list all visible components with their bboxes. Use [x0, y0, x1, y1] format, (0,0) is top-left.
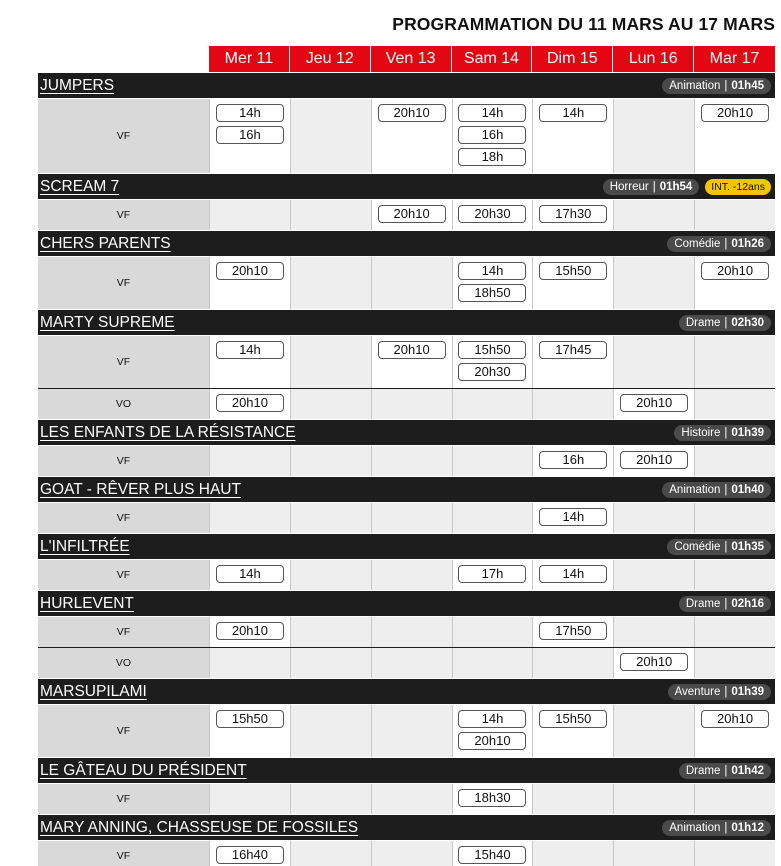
showtime-cell	[290, 336, 371, 388]
showtime-cell	[694, 841, 775, 866]
age-rating-badge: INT. -12ans	[705, 179, 771, 195]
separator: |	[724, 540, 728, 553]
genre-duration-badge	[668, 684, 771, 700]
duration-label: 01h45	[731, 79, 764, 92]
showtime-cell	[452, 257, 533, 309]
showtime-cell	[532, 648, 613, 678]
showtime-button[interactable]: 18h50	[458, 284, 526, 302]
showtime-button[interactable]: 14h	[458, 710, 526, 728]
showtime-button[interactable]: 20h10	[378, 104, 446, 122]
separator: |	[724, 79, 728, 92]
showtime-cell	[371, 446, 452, 476]
showtime-cell	[452, 336, 533, 388]
showtime-cell	[290, 841, 371, 866]
showtime-cell	[371, 257, 452, 309]
showtime-cell	[290, 99, 371, 173]
showtime-cell	[694, 503, 775, 533]
showtime-button[interactable]: 16h	[539, 451, 607, 469]
version-row	[38, 98, 775, 173]
showtime-cell	[452, 389, 533, 419]
showtime-cell	[371, 784, 452, 814]
genre-duration-badge	[662, 820, 771, 836]
showtime-button[interactable]: 14h	[539, 104, 607, 122]
duration-label: 01h54	[659, 180, 693, 193]
version-row	[38, 256, 775, 309]
showtime-button[interactable]: 14h	[458, 104, 526, 122]
showtime-cell	[209, 617, 290, 647]
genre-label: Drame	[685, 597, 721, 610]
showtime-button[interactable]: 20h30	[458, 205, 526, 223]
showtime-cell	[290, 257, 371, 309]
duration-label: 01h12	[731, 821, 764, 834]
showtime-cell	[290, 617, 371, 647]
showtime-button[interactable]: 20h10	[216, 262, 284, 280]
showtime-button[interactable]: 20h10	[378, 341, 446, 359]
showtime-cell	[613, 446, 694, 476]
showtime-cell	[694, 560, 775, 590]
genre-label: Drame	[685, 764, 721, 777]
film-title[interactable]: MARY ANNING, CHASSEUSE DE FOSSILES	[40, 818, 359, 836]
showtime-cell	[452, 99, 533, 173]
film-title[interactable]: LE GÂTEAU DU PRÉSIDENT	[40, 761, 247, 779]
showtime-cell	[209, 648, 290, 678]
separator: |	[724, 685, 728, 698]
separator: |	[724, 483, 728, 496]
showtime-button[interactable]: 20h10	[378, 205, 446, 223]
showtime-button[interactable]: 20h10	[701, 104, 769, 122]
separator: |	[724, 426, 728, 439]
version-row	[38, 616, 775, 647]
film-header	[38, 758, 775, 783]
showtime-cell	[290, 560, 371, 590]
film-title[interactable]: LES ENFANTS DE LA RÉSISTANCE	[40, 423, 296, 441]
showtime-cell	[532, 200, 613, 230]
genre-duration-badge	[603, 179, 700, 195]
version-label: VF	[38, 503, 209, 533]
showtime-cell	[209, 446, 290, 476]
separator: |	[724, 597, 728, 610]
film-block	[38, 476, 775, 533]
film-block	[38, 309, 775, 419]
showtime-cell	[371, 503, 452, 533]
film-block	[38, 590, 775, 678]
page-title: PROGRAMMATION DU 11 MARS AU 17 MARS	[392, 14, 775, 34]
film-header	[38, 231, 775, 256]
day-header: Lun 16	[613, 46, 694, 72]
film-header	[38, 679, 775, 704]
duration-label: 01h35	[731, 540, 764, 553]
version-row	[38, 647, 775, 678]
showtime-cell	[209, 503, 290, 533]
showtime-button[interactable]: 20h10	[701, 262, 769, 280]
showtime-cell	[371, 560, 452, 590]
film-block	[38, 173, 775, 230]
day-header: Sam 14	[452, 46, 533, 72]
version-row	[38, 388, 775, 419]
showtime-cell	[694, 389, 775, 419]
showtime-button[interactable]: 17h50	[539, 622, 607, 640]
film-badges	[679, 315, 771, 331]
duration-label: 01h39	[731, 426, 764, 439]
showtime-button[interactable]: 16h	[216, 126, 284, 144]
day-header-row	[209, 46, 775, 72]
film-badges	[662, 78, 771, 94]
genre-duration-badge	[679, 596, 771, 612]
showtime-cell	[532, 503, 613, 533]
film-block	[38, 678, 775, 757]
separator: |	[724, 237, 728, 250]
film-block	[38, 72, 775, 173]
duration-label: 02h16	[731, 597, 764, 610]
showtime-cell	[694, 99, 775, 173]
genre-duration-badge	[662, 482, 771, 498]
showtime-cell	[694, 784, 775, 814]
film-header	[38, 591, 775, 616]
showtime-cell	[532, 617, 613, 647]
showtime-cell	[209, 336, 290, 388]
showtime-button[interactable]: 20h10	[620, 653, 688, 671]
showtime-button[interactable]: 15h40	[458, 846, 526, 864]
separator: |	[724, 821, 728, 834]
showtime-button[interactable]: 14h	[539, 565, 607, 583]
film-badges	[667, 236, 771, 252]
version-label: VF	[38, 336, 209, 388]
showtime-cell	[209, 705, 290, 757]
showtime-cell	[209, 841, 290, 866]
showtime-cell	[532, 389, 613, 419]
showtime-cell	[371, 200, 452, 230]
showtime-button[interactable]: 14h	[216, 341, 284, 359]
showtime-button[interactable]: 14h	[458, 262, 526, 280]
version-row	[38, 445, 775, 476]
genre-duration-badge	[674, 425, 771, 441]
version-label: VF	[38, 200, 209, 230]
showtime-cell	[613, 389, 694, 419]
film-block	[38, 757, 775, 814]
film-badges	[674, 425, 771, 441]
showtime-button[interactable]: 17h	[458, 565, 526, 583]
showtime-cell	[209, 389, 290, 419]
version-label: VF	[38, 257, 209, 309]
genre-label: Aventure	[674, 685, 721, 698]
film-header	[38, 310, 775, 335]
genre-duration-badge	[662, 78, 771, 94]
showtime-button[interactable]: 15h50	[539, 710, 607, 728]
film-badges	[662, 820, 771, 836]
showtime-cell	[694, 648, 775, 678]
showtime-button[interactable]: 16h40	[216, 846, 284, 864]
showtime-cell	[532, 99, 613, 173]
film-badges	[668, 684, 771, 700]
film-header	[38, 477, 775, 502]
genre-label: Comédie	[674, 237, 721, 250]
showtime-cell	[532, 446, 613, 476]
film-header	[38, 534, 775, 559]
film-badges	[679, 763, 771, 779]
showtime-cell	[371, 336, 452, 388]
showtime-cell	[532, 705, 613, 757]
film-header	[38, 73, 775, 98]
showtime-cell	[452, 503, 533, 533]
duration-label: 01h42	[731, 764, 764, 777]
showtime-cell	[613, 617, 694, 647]
genre-label: Histoire	[681, 426, 721, 439]
showtime-cell	[532, 841, 613, 866]
separator: |	[652, 180, 656, 193]
version-label: VO	[38, 389, 209, 419]
showtime-button[interactable]: 14h	[216, 565, 284, 583]
showtime-button[interactable]: 15h50	[539, 262, 607, 280]
showtime-button[interactable]: 20h10	[620, 451, 688, 469]
separator: |	[724, 764, 728, 777]
showtime-cell	[371, 617, 452, 647]
genre-label: Comédie	[674, 540, 721, 553]
showtime-cell	[532, 560, 613, 590]
film-title[interactable]: MARSUPILAMI	[40, 682, 147, 700]
version-label: VF	[38, 446, 209, 476]
showtime-button[interactable]: 15h50	[216, 710, 284, 728]
showtime-cell	[371, 99, 452, 173]
film-title[interactable]: L'INFILTRÉE	[40, 537, 130, 555]
showtime-cell	[613, 841, 694, 866]
showtime-cell	[452, 446, 533, 476]
film-badges	[662, 482, 771, 498]
version-row	[38, 335, 775, 388]
showtime-cell	[694, 336, 775, 388]
showtime-cell	[452, 705, 533, 757]
film-badges	[679, 596, 771, 612]
showtime-cell	[290, 503, 371, 533]
version-label: VF	[38, 617, 209, 647]
genre-label: Animation	[669, 821, 721, 834]
duration-label: 01h40	[731, 483, 764, 496]
genre-label: Horreur	[609, 180, 649, 193]
showtime-cell	[209, 200, 290, 230]
showtime-cell	[290, 446, 371, 476]
version-label: VF	[38, 705, 209, 757]
showtime-cell	[532, 257, 613, 309]
showtime-cell	[613, 560, 694, 590]
showtime-cell	[613, 503, 694, 533]
showtime-button[interactable]: 14h	[539, 508, 607, 526]
genre-duration-badge	[679, 763, 771, 779]
showtime-cell	[209, 257, 290, 309]
showtime-cell	[613, 648, 694, 678]
showtime-button[interactable]: 20h30	[458, 363, 526, 381]
duration-label: 01h26	[731, 237, 764, 250]
film-badges	[667, 539, 771, 555]
showtime-cell	[613, 200, 694, 230]
showtime-button[interactable]: 17h30	[539, 205, 607, 223]
film-title[interactable]: SCREAM 7	[40, 177, 120, 195]
version-label: VF	[38, 560, 209, 590]
version-row	[38, 199, 775, 230]
film-title[interactable]: JUMPERS	[40, 76, 115, 94]
showtime-cell	[290, 705, 371, 757]
duration-label: 02h30	[731, 316, 764, 329]
showtime-cell	[613, 336, 694, 388]
version-row	[38, 704, 775, 757]
showtime-cell	[613, 257, 694, 309]
showtime-cell	[613, 784, 694, 814]
film-title[interactable]: CHERS PARENTS	[40, 234, 171, 252]
showtime-button[interactable]: 20h10	[216, 622, 284, 640]
showtime-cell	[532, 784, 613, 814]
film-title[interactable]: HURLEVENT	[40, 594, 134, 612]
schedule-grid	[38, 72, 775, 866]
day-header: Ven 13	[371, 46, 452, 72]
showtime-cell	[371, 841, 452, 866]
showtime-cell	[694, 617, 775, 647]
version-row	[38, 502, 775, 533]
showtime-button[interactable]: 17h45	[539, 341, 607, 359]
showtime-cell	[613, 99, 694, 173]
version-label: VF	[38, 99, 209, 173]
showtime-cell	[209, 99, 290, 173]
showtime-cell	[209, 784, 290, 814]
showtime-cell	[532, 336, 613, 388]
genre-duration-badge	[679, 315, 771, 331]
genre-label: Drame	[685, 316, 721, 329]
showtime-cell	[290, 200, 371, 230]
day-header: Mar 17	[694, 46, 775, 72]
showtime-button[interactable]: 20h10	[620, 394, 688, 412]
film-header	[38, 174, 775, 199]
showtime-cell	[371, 705, 452, 757]
film-header	[38, 420, 775, 445]
film-title[interactable]: MARTY SUPREME	[40, 313, 175, 331]
day-header: Dim 15	[532, 46, 613, 72]
showtime-cell	[452, 560, 533, 590]
showtime-cell	[694, 200, 775, 230]
version-label: VF	[38, 841, 209, 866]
version-row	[38, 783, 775, 814]
duration-label: 01h39	[731, 685, 764, 698]
showtime-button[interactable]: 20h10	[216, 394, 284, 412]
film-block	[38, 814, 775, 866]
showtime-button[interactable]: 14h	[216, 104, 284, 122]
showtime-cell	[694, 705, 775, 757]
genre-duration-badge	[667, 236, 771, 252]
showtime-cell	[452, 648, 533, 678]
film-header	[38, 815, 775, 840]
film-block	[38, 533, 775, 590]
version-label: VO	[38, 648, 209, 678]
showtime-cell	[452, 784, 533, 814]
film-block	[38, 230, 775, 309]
showtime-button[interactable]: 15h50	[458, 341, 526, 359]
showtime-cell	[290, 784, 371, 814]
separator: |	[724, 316, 728, 329]
showtime-cell	[290, 389, 371, 419]
showtime-button[interactable]: 18h30	[458, 789, 526, 807]
showtime-cell	[452, 200, 533, 230]
showtime-button[interactable]: 16h	[458, 126, 526, 144]
genre-duration-badge	[667, 539, 771, 555]
version-label: VF	[38, 784, 209, 814]
film-title[interactable]: GOAT - RÊVER PLUS HAUT	[40, 480, 241, 498]
showtime-cell	[694, 446, 775, 476]
showtime-cell	[209, 560, 290, 590]
film-block	[38, 419, 775, 476]
showtime-cell	[452, 617, 533, 647]
showtime-cell	[371, 648, 452, 678]
day-header: Mer 11	[209, 46, 290, 72]
version-row	[38, 840, 775, 866]
showtime-button[interactable]: 20h10	[458, 732, 526, 750]
showtime-cell	[371, 389, 452, 419]
showtime-cell	[290, 648, 371, 678]
version-row	[38, 559, 775, 590]
genre-label: Animation	[669, 483, 721, 496]
showtime-cell	[613, 705, 694, 757]
showtime-cell	[694, 257, 775, 309]
showtime-button[interactable]: 20h10	[701, 710, 769, 728]
film-badges	[603, 179, 771, 195]
day-header: Jeu 12	[290, 46, 371, 72]
showtime-button[interactable]: 18h	[458, 148, 526, 166]
genre-label: Animation	[669, 79, 721, 92]
showtime-cell	[452, 841, 533, 866]
